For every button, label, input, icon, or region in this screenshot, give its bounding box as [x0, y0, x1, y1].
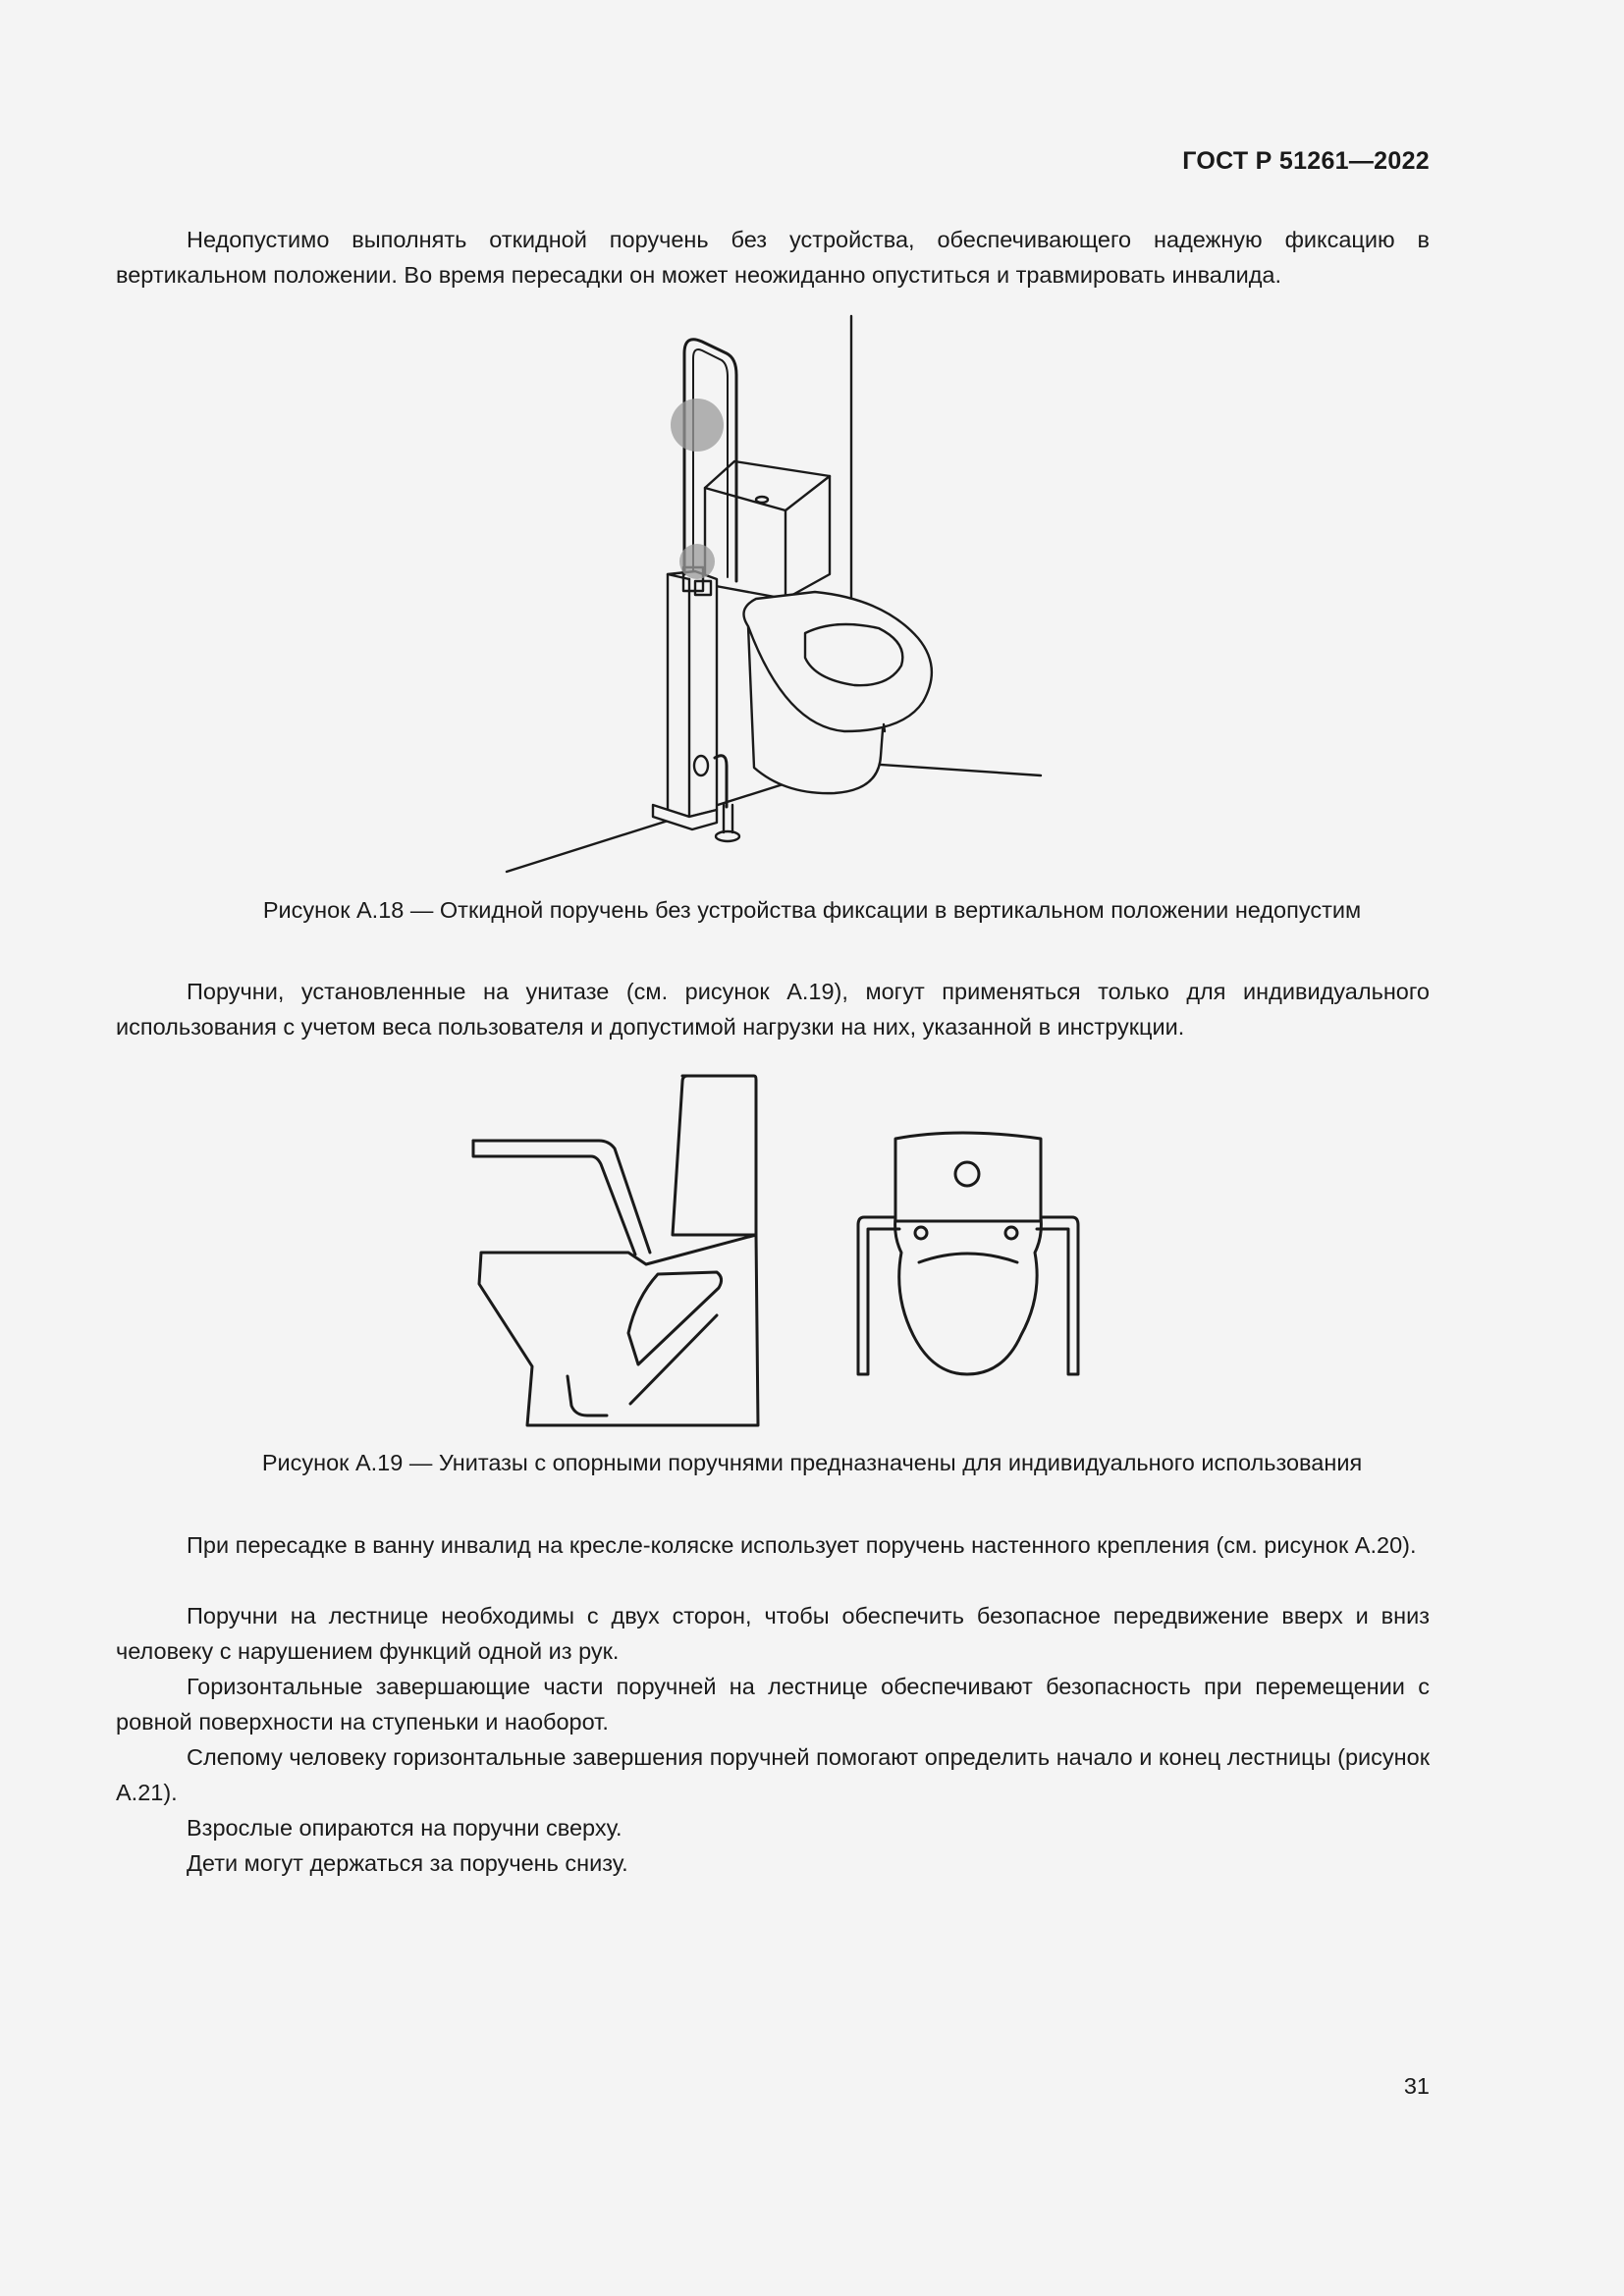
document-code: ГОСТ Р 51261—2022: [1182, 147, 1430, 175]
body-paragraph-3: [116, 1669, 1430, 1739]
body-paragraph-6: [116, 1845, 1430, 1881]
hinge-highlight-lower: [679, 544, 715, 579]
toilet-bowl-drawing: [744, 592, 932, 793]
grab-bar-post-drawing: [653, 571, 717, 829]
figure-a18-illustration: [491, 314, 1080, 883]
intro-paragraph-text: Недопустимо выполнять откидной поручень без устройства, обеспечивающего надежную фиксацию в вертикальном положении. Во время пересадки он может неожиданно опуститься и травмировать инвалида.: [116, 227, 1430, 288]
figure-a19-caption: Рисунок А.19 — Унитазы с опорными поручнями предназначены для индивидуального использования: [261, 1450, 1363, 1475]
figure-a19-illustration: [461, 1070, 1090, 1433]
body-paragraph-2-text: Поручни на лестнице необходимы с двух сторон, чтобы обеспечить безопасное передвижение вверх и вниз человеку с нарушением функций одной из рук.: [116, 1603, 1430, 1664]
page-number: 31: [1403, 2073, 1430, 2099]
toilet-side-view-drawing: [473, 1076, 758, 1425]
body-paragraph-5: [116, 1810, 1430, 1845]
body-paragraph-1: [116, 1527, 1430, 1563]
body-paragraph-2: [116, 1598, 1430, 1669]
body-paragraph-4: [116, 1739, 1430, 1810]
body-paragraph-5-text: Взрослые опираются на поручни сверху.: [187, 1815, 623, 1841]
body-paragraph-6-text: Дети могут держаться за поручень снизу.: [187, 1850, 628, 1876]
intro-paragraph: [116, 222, 1430, 293]
body-paragraph-3-text: Горизонтальные завершающие части поручней на лестнице обеспечивают безопасность при перемещении с ровной поверхности на ступеньки и наоборот.: [116, 1674, 1430, 1735]
toilet-front-view-drawing: [858, 1133, 1078, 1374]
body-paragraph-4-text: Слепому человеку горизонтальные завершения поручней помогают определить начало и конец лестницы (рисунок А.21).: [116, 1744, 1430, 1805]
middle-paragraph-text: Поручни, установленные на унитазе (см. рисунок А.19), могут применяться только для индивидуального использования с учетом веса пользователя и допустимой нагрузки на них, указанной в инструкции.: [116, 979, 1430, 1040]
body-paragraph-1-text: При пересадке в ванну инвалид на кресле-коляске использует поручень настенного крепления (см. рисунок А.20).: [187, 1532, 1417, 1558]
figure-a18-caption: Рисунок А.18 — Откидной поручень без устройства фиксации в вертикальном положении недопустим: [262, 897, 1362, 923]
toilet-tank-drawing: [705, 461, 830, 599]
hinge-highlight-upper: [671, 399, 724, 452]
middle-paragraph: [116, 974, 1430, 1044]
